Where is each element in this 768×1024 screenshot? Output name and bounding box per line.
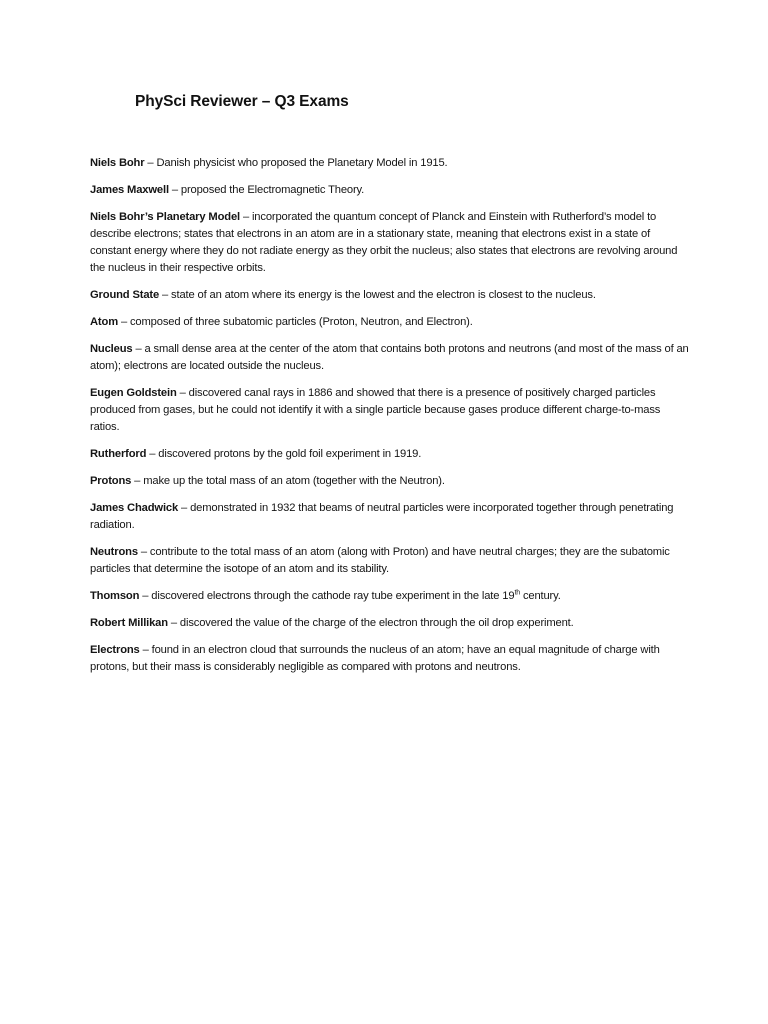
entry-definition: – found in an electron cloud that surrounds the nucleus of an atom; have an equal magnitude of charge with protons, but their mass is considerably negligible as compared with protons and neutrons.	[90, 644, 660, 673]
glossary-entry	[90, 385, 690, 436]
entry-definition: – a small dense area at the center of the atom that contains both protons and neutrons (and most of the mass of an atom); electrons are located outside the nucleus.	[90, 343, 689, 372]
ordinal-superscript: th	[514, 589, 520, 597]
glossary-entry	[90, 473, 690, 490]
entry-term: Thomson	[90, 590, 140, 602]
glossary-entry	[90, 209, 690, 277]
glossary-entry	[90, 615, 690, 632]
glossary-entries	[90, 155, 690, 686]
entry-term: James Maxwell	[90, 184, 169, 196]
entry-definition: – composed of three subatomic particles (Proton, Neutron, and Electron).	[118, 316, 473, 328]
glossary-entry	[90, 588, 690, 605]
entry-term: Eugen Goldstein	[90, 387, 177, 399]
entry-term: James Chadwick	[90, 502, 179, 514]
entry-definition: – contribute to the total mass of an atom (along with Proton) and have neutral charges; they are the subatomic particles that determine the isotope of an atom and its stability.	[90, 546, 670, 575]
glossary-entry	[90, 341, 690, 375]
entry-term: Neutrons	[90, 546, 138, 558]
glossary-entry	[90, 500, 690, 534]
glossary-entry	[90, 642, 690, 676]
entry-term: Atom	[90, 316, 118, 328]
entry-term: Ground State	[90, 289, 160, 301]
entry-term: Protons	[90, 475, 132, 487]
glossary-entry	[90, 544, 690, 578]
entry-term: Niels Bohr	[90, 157, 145, 169]
entry-term: Rutherford	[90, 448, 147, 460]
entry-definition: – discovered canal rays in 1886 and showed that there is a presence of positively charged particles produced from gases, but he could not identify it with a single particle because gases produce different charge-to-mass ratios.	[90, 387, 661, 433]
glossary-entry	[90, 155, 690, 172]
entry-term: Niels Bohr’s Planetary Model	[90, 211, 240, 223]
entry-term: Electrons	[90, 644, 140, 656]
glossary-entry	[90, 446, 690, 463]
glossary-entry	[90, 287, 690, 304]
entry-definition: – discovered electrons through the cathode ray tube experiment in the late 19	[139, 590, 515, 602]
entry-definition: – proposed the Electromagnetic Theory.	[168, 184, 365, 196]
entry-definition: – discovered protons by the gold foil experiment in 1919.	[146, 448, 422, 460]
entry-definition: – demonstrated in 1932 that beams of neutral particles were incorporated together through penetrating radiation.	[90, 502, 674, 531]
glossary-entry	[90, 182, 690, 199]
glossary-entry	[90, 314, 690, 331]
entry-definition: – make up the total mass of an atom (together with the Neutron).	[131, 475, 445, 487]
entry-term: Nucleus	[90, 343, 133, 355]
document-title: PhySci Reviewer – Q3 Exams	[135, 93, 349, 110]
entry-term: Robert Millikan	[90, 617, 168, 629]
entry-definition-continued: century.	[519, 590, 561, 602]
entry-definition: – discovered the value of the charge of the electron through the oil drop experiment.	[167, 617, 574, 629]
entry-definition: – Danish physicist who proposed the Planetary Model in 1915.	[144, 157, 448, 169]
entry-definition: – state of an atom where its energy is the lowest and the electron is closest to the nucleus.	[159, 289, 596, 301]
entry-definition: – incorporated the quantum concept of Planck and Einstein with Rutherford’s model to describe electrons; states that electrons in an atom are in a stationary state, meaning that electrons exist in a state of constant energy where they do not radiate energy as they orbit the nucleus; also states that electrons are revolving around the nucleus in their respective orbits.	[90, 211, 678, 274]
